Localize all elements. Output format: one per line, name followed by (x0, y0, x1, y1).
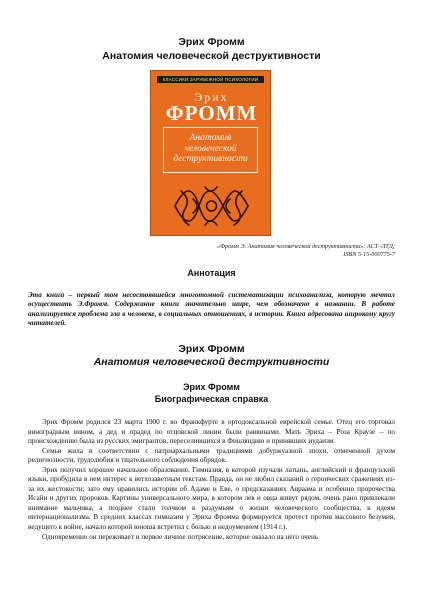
section-title: Анатомия человеческой деструктивности (93, 356, 330, 368)
cover-title-line: деструктивности (173, 154, 248, 164)
cover-title-box (163, 127, 258, 173)
paragraph: Эрих получил хорошее начальное образование. Гимназия, в которой изучали латынь, английский и французский языки, пробудила в нем интерес к ветхозаветным текстам. Правда, он не любил сказаний о героических сражениях из-за их жестокости; зато ему нравились истории об Адаме и Еве, о предсказаниях Авраама и особенно пророчества Исайи и других пророков. Картины универсального мира, в котором лев и овца живут рядом, очень рано привлекали внимание мальчика, а позднее стали толчком к раздумьям о жизни человеческого сообщества, к идеям интернационализма. В средних классах гимназии у Эриха Фромма формируется протест против массового безумия, ведущего к войне, начало которой юноша встретил с болью и недоумением (1914 г.). (28, 465, 395, 532)
citation (125, 243, 395, 259)
annotation-text: Эта книга – первый том несостоявшейся многотомной систематизации психоанализа, которую мечтал осуществить Э.Фромм. Содержание книги значительно шире, чем обозначено в названии. В работе анализируется проблема зла в человеке, в социальных отношениях, в истории. Книга адресована широкому кругу читателей. (28, 291, 395, 328)
book-cover-image (150, 70, 271, 236)
bio-heading: Биографическая справка (154, 394, 269, 404)
cover-series-label: КЛАССИКИ ЗАРУБЕЖНОЙ ПСИХОЛОГИИ (157, 76, 264, 83)
cover-author-first-name: Эрих (194, 90, 229, 104)
cover-ornament-icon (171, 181, 252, 231)
cover-title-line: Анатомия (189, 133, 232, 143)
bio-body (28, 418, 395, 542)
cover-author-last-name: ФРОММ (165, 101, 258, 125)
annotation-heading: Аннотация (187, 268, 236, 278)
section-author: Эрих Фромм (178, 343, 245, 355)
citation-isbn: ISBN 5-15-000775-7 (343, 251, 395, 258)
cover-title-line: человеческой (184, 143, 237, 154)
document-title: Анатомия человеческой деструктивности (102, 50, 321, 62)
bio-author: Эрих Фромм (183, 382, 240, 392)
paragraph: Одновременно он переживает и первое личное потрясение, которое оказало на него очень (42, 532, 319, 541)
document-author: Эрих Фромм (178, 36, 245, 48)
paragraph: Эрих Фромм родился 23 марта 1900 г. во Франкфурте в ортодоксальной еврейской семье. Отец его торговал виноградным вином, а дед и прадед по отцовской линии были раввинами. Мать Эриха – Роза Краузе – по происхождению была из русских эмигрантов, переселившихся в Финляндию и принявших иудаизм. (28, 418, 395, 446)
paragraph: Семья жила в соответствии с патриархальными традициями добуржуазной эпохи, отмеченной духом религиозности, трудолюбия и тщательного соблюдения обрядов. (28, 446, 395, 465)
citation-line: «Фромм Э. Анатомия человеческой деструктивности»: АСТ–ЛТД; (216, 243, 395, 250)
